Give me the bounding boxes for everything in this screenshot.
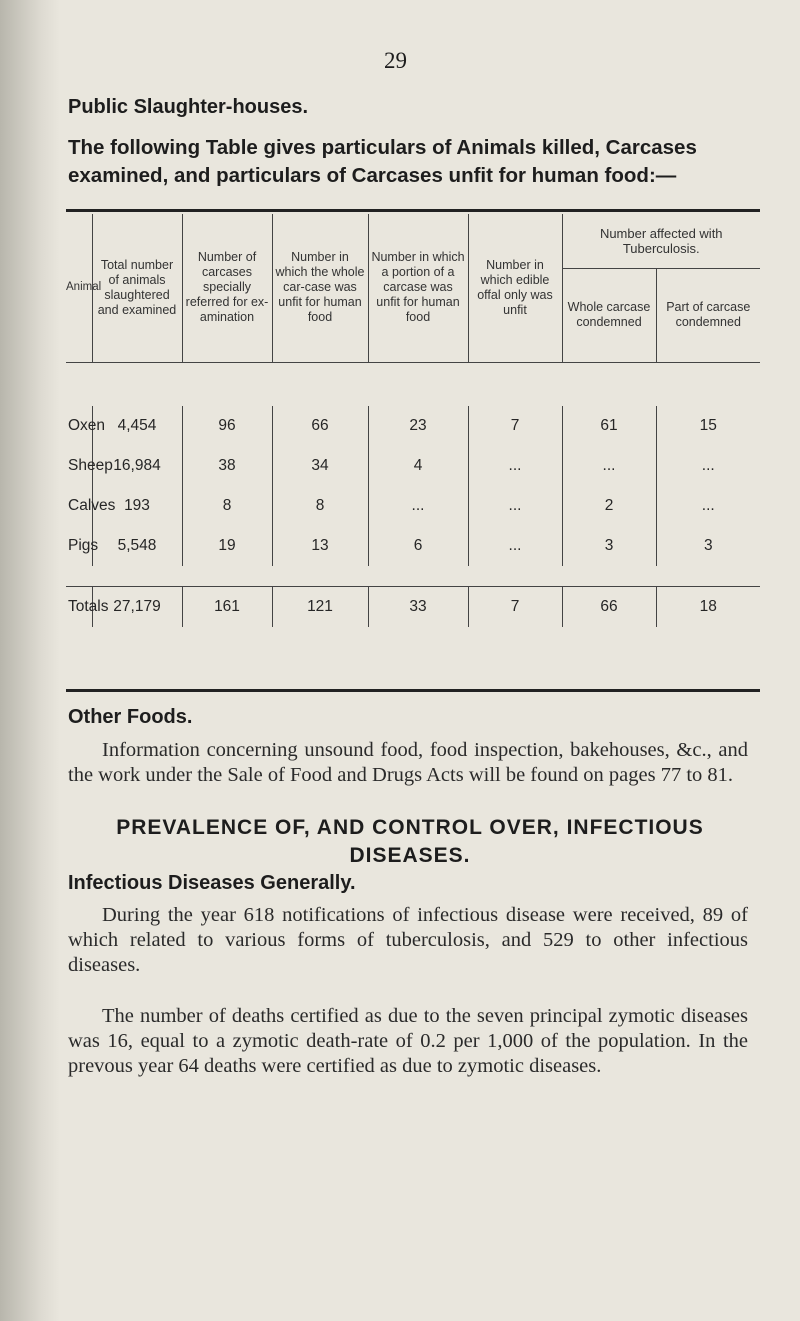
slaughter-table [66,214,760,627]
cell-totals-specially: 161 [182,587,272,628]
page-number: 29 [384,48,407,73]
cell-tb-whole: 61 [562,406,656,446]
cell-totals-tb-part: 18 [656,587,760,628]
cell-total: 193 [92,486,182,526]
page-edge-shadow [0,0,60,1321]
table-row-calves [66,486,760,526]
cell-animal: Pigs [68,537,99,554]
header-offal-unfit: Number in which edible offal only was unfit [468,214,562,362]
cell-totals-label: Totals [66,587,92,628]
cell-whole: 8 [272,486,368,526]
section-title: Public Slaughter-houses. [68,96,309,118]
cell-portion: 23 [368,406,468,446]
infectious-heading: Infectious Diseases Generally. [68,872,356,894]
cell-offal: ... [468,486,562,526]
header-tuberculosis: Number affected with Tuberculosis. [562,214,760,268]
header-whole-unfit: Number in which the whole car-case was unfit for human food [272,214,368,362]
cell-whole: 13 [272,526,368,566]
infectious-paragraph-1: During the year 618 notifications of infectious disease were received, 89 of which related to various forms of tuberculosis, and 529 to other infectious diseases. [68,904,748,976]
intro-text: The following Table gives particulars of Animals killed, Carcases examined, and particulars of Carcases unfit for human food:— [68,136,697,187]
cell-totals-offal: 7 [468,587,562,628]
cell-specially: 19 [182,526,272,566]
table-bottom-rule [66,689,760,692]
cell-total: 5,548 [92,526,182,566]
cell-whole: 66 [272,406,368,446]
other-foods-heading: Other Foods. [68,706,193,728]
cell-totals-portion: 33 [368,587,468,628]
prevalence-heading: PREVALENCE OF, AND CONTROL OVER, INFECTIOUS DISEASES. [116,816,704,867]
header-total: Total number of animals slaughtered and examined [92,214,182,362]
table-row-oxen [66,406,760,446]
table-top-rule [66,209,760,212]
cell-totals-tb-whole: 66 [562,587,656,628]
cell-total: 16,984 [92,446,182,486]
cell-totals-whole: 121 [272,587,368,628]
header-portion-unfit: Number in which a portion of a carcase was unfit for human food [368,214,468,362]
cell-offal: 7 [468,406,562,446]
cell-specially: 96 [182,406,272,446]
cell-specially: 38 [182,446,272,486]
table-row-pigs [66,526,760,566]
header-animal: Animal [66,214,92,362]
cell-tb-part: ... [656,486,760,526]
table-row-sheep [66,446,760,486]
header-specially-referred: Number of carcases specially referred for ex-amination [182,214,272,362]
cell-offal: ... [468,446,562,486]
cell-animal: Oxen [68,417,106,434]
cell-tb-whole: ... [562,446,656,486]
cell-whole: 34 [272,446,368,486]
cell-totals-total: 27,179 [92,587,182,628]
cell-specially: 8 [182,486,272,526]
cell-tb-part: ... [656,446,760,486]
cell-tb-whole: 2 [562,486,656,526]
infectious-paragraph-2: The number of deaths certified as due to the seven principal zymotic diseases was 16, equal to a zymotic death-rate of 0.2 per 1,000 of the population. In the prevous year 64 deaths were certified as due to zymotic diseases. [68,1005,748,1077]
cell-tb-part: 15 [656,406,760,446]
cell-total: 4,454 [92,406,182,446]
cell-offal: ... [468,526,562,566]
cell-animal: Sheep [68,457,113,474]
header-tb-whole: Whole carcase condemned [562,268,656,362]
other-foods-text: Information concerning unsound food, food inspection, bakehouses, &c., and the work under the Sale of Food and Drugs Acts will be found on pages 77 to 81. [68,739,748,786]
cell-animal: Calves [68,497,116,514]
cell-portion: ... [368,486,468,526]
header-tb-part: Part of carcase condemned [656,268,760,362]
cell-portion: 6 [368,526,468,566]
cell-tb-part: 3 [656,526,760,566]
table-row-totals [66,587,760,628]
cell-portion: 4 [368,446,468,486]
cell-tb-whole: 3 [562,526,656,566]
